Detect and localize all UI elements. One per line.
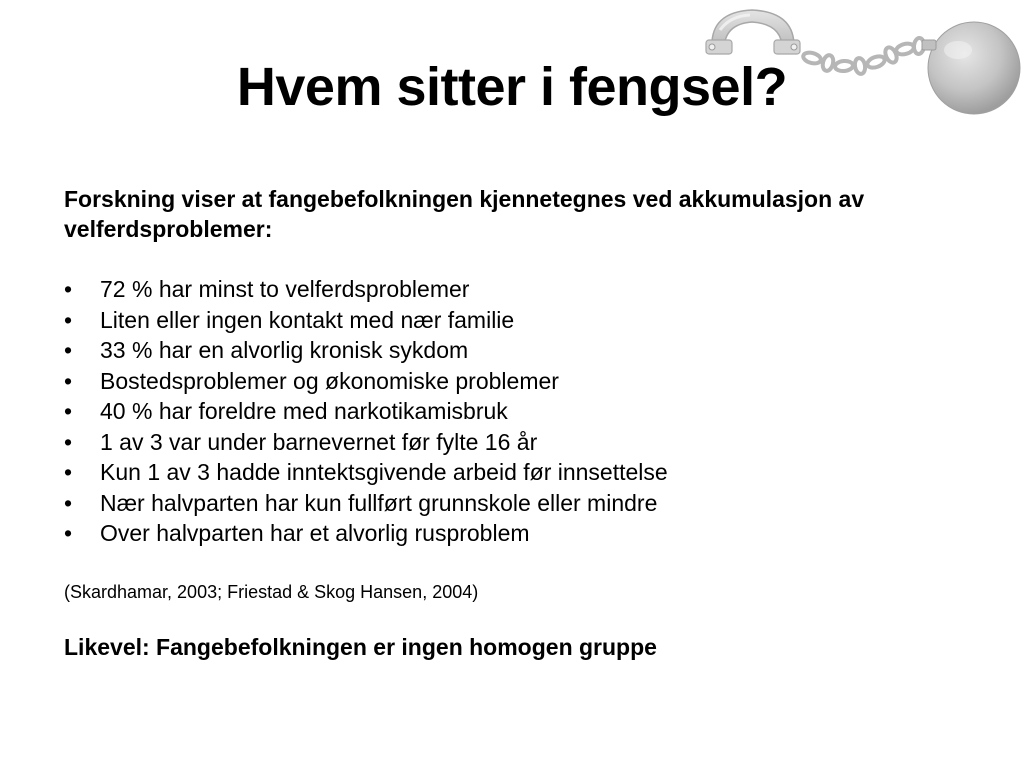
bullet-text: Bostedsproblemer og økonomiske problemer xyxy=(100,367,559,394)
bullet-marker: • xyxy=(64,459,73,485)
shackle-cuff xyxy=(706,10,800,54)
bullet-marker: • xyxy=(64,398,73,424)
list-item xyxy=(64,518,964,549)
list-item xyxy=(64,457,964,488)
list-item xyxy=(64,427,964,458)
bullet-text: Liten eller ingen kontakt med nær familie xyxy=(100,306,515,333)
bullet-list xyxy=(64,274,964,549)
bullet-text: Over halvparten har et alvorlig rusproblem xyxy=(100,520,530,546)
bullet-marker: • xyxy=(64,520,73,546)
intro-text: Forskning viser at fangebefolkningen kjennetegnes ved akkumulasjon av velferdsproblemer: xyxy=(64,186,865,242)
list-item xyxy=(64,396,964,427)
list-item xyxy=(64,274,964,305)
bullet-marker: • xyxy=(64,428,73,455)
bullet-marker: • xyxy=(64,306,73,333)
bullet-text: 1 av 3 var under barnevernet før fylte 16 år xyxy=(100,428,538,455)
bullet-text: 33 % har en alvorlig kronisk sykdom xyxy=(100,337,469,363)
bullet-text: Nær halvparten har kun fullført grunnskole eller mindre xyxy=(100,489,658,516)
bullet-marker: • xyxy=(64,489,73,516)
list-item xyxy=(64,335,964,366)
bullet-text: 72 % har minst to velferdsproblemer xyxy=(100,276,470,302)
slide-title: Hvem sitter i fengsel? xyxy=(236,57,788,117)
bullet-text: Kun 1 av 3 hadde inntektsgivende arbeid før innsettelse xyxy=(100,459,668,485)
source-citation: (Skardhamar, 2003; Friestad & Skog Hansen, 2004) xyxy=(64,582,479,602)
bullet-marker: • xyxy=(64,276,73,302)
list-item xyxy=(64,488,964,519)
bullet-marker: • xyxy=(64,337,73,363)
bullet-marker: • xyxy=(64,367,73,394)
list-item xyxy=(64,305,964,336)
bullet-text: 40 % har foreldre med narkotikamisbruk xyxy=(100,398,508,424)
list-item xyxy=(64,366,964,397)
conclusion-text: Likevel: Fangebefolkningen er ingen homogen gruppe xyxy=(64,634,657,660)
